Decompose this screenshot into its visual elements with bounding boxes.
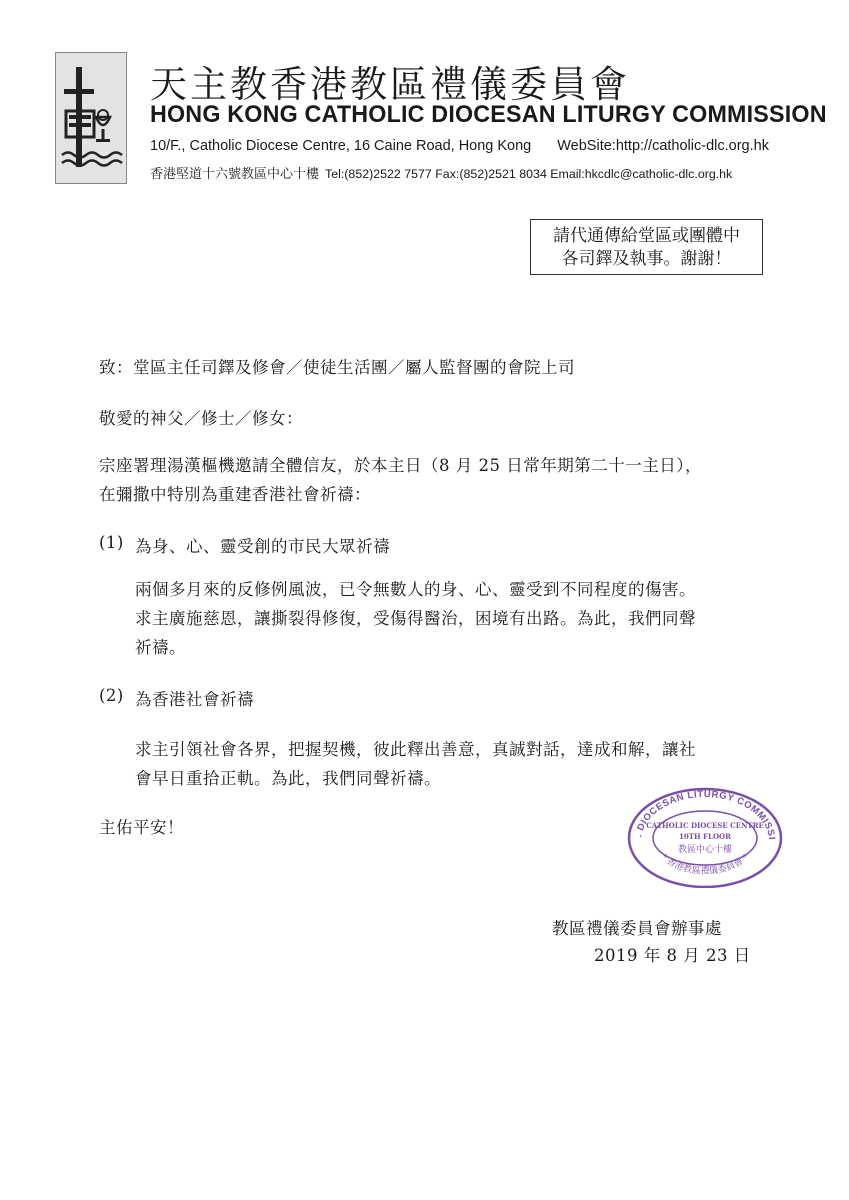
intro-line-1: 宗座署理湯漢樞機邀請全體信友，於本主日（8 月 25 日常年期第二十一主日）， xyxy=(99,456,702,475)
address-line-zh xyxy=(150,163,732,182)
recipient-line: 致：堂區主任司鐸及修會／使徒生活團／屬人監督團的會院上司 xyxy=(99,358,575,377)
item-1-paragraph xyxy=(135,575,696,662)
item-2-line-1: 求主引領社會各界，把握契機，彼此釋出善意，真誠對話，達成和解，讓社 xyxy=(135,740,696,759)
org-name-en: HONG KONG CATHOLIC DIOCESAN LITURGY COMMISSION xyxy=(150,101,827,128)
org-name-zh: 天主教香港教區禮儀委員會 xyxy=(150,64,630,105)
notice-line-2: 各司鐸及執事。謝謝！ xyxy=(561,249,732,268)
website-link[interactable]: WebSite:http://catholic-dlc.org.hk xyxy=(557,138,769,154)
svg-text:CATHOLIC DIOCESE CENTRE: CATHOLIC DIOCESE CENTRE xyxy=(646,821,764,830)
svg-text:10TH FLOOR: 10TH FLOOR xyxy=(679,832,731,841)
item-2-paragraph xyxy=(135,735,696,793)
seal-stamp-icon xyxy=(625,783,785,888)
cross-chalice-icon xyxy=(56,53,126,183)
item-1-line-2: 求主廣施慈恩，讓撕裂得修復，受傷得醫治，困境有出路。為此，我們同聲 xyxy=(135,609,696,628)
commission-seal xyxy=(625,783,785,888)
notice-line-1: 請代通傳給堂區或團體中 xyxy=(553,226,740,245)
contact-info: Tel:(852)2522 7577 Fax:(852)2521 8034 Email:hkcdlc@catholic-dlc.org.hk xyxy=(325,167,733,181)
notice-box xyxy=(530,219,763,275)
item-1-line-3: 祈禱。 xyxy=(135,638,186,657)
item-2-line-2: 會早日重拾正軌。為此，我們同聲祈禱。 xyxy=(135,769,441,788)
intro-paragraph xyxy=(99,451,702,509)
svg-text:教區中心十樓: 教區中心十樓 xyxy=(677,845,733,855)
item-1-number: (1) xyxy=(99,533,124,552)
item-2-title: 為香港社會祈禱 xyxy=(135,690,254,709)
address-en: 10/F., Catholic Diocese Centre, 16 Caine Road, Hong Kong xyxy=(150,138,532,154)
address-zh: 香港堅道十六號教區中心十樓 xyxy=(150,166,320,181)
svg-text:H.K. DIOCESAN LITURGY COMMISSI: . DIOCESAN LITURGY COMMISSI xyxy=(633,788,778,841)
item-2-number: (2) xyxy=(99,686,124,705)
salutation: 敬愛的神父／修士／修女： xyxy=(99,409,303,428)
svg-text:* 香港教區禮儀委員會 *: * 香港教區禮儀委員會 * xyxy=(658,852,752,877)
item-1-line-1: 兩個多月來的反修例風波，已令無數人的身、心、靈受到不同程度的傷害。 xyxy=(135,580,696,599)
signature: 教區禮儀委員會辦事處 xyxy=(552,919,722,938)
letter-date: 2019 年 8 月 23 日 xyxy=(594,946,751,965)
intro-line-2: 在彌撒中特別為重建香港社會祈禱： xyxy=(99,485,371,504)
commission-logo xyxy=(55,52,127,184)
item-1-title: 為身、心、靈受創的市民大眾祈禱 xyxy=(135,537,390,556)
address-line-en xyxy=(150,138,769,154)
closing: 主佑平安！ xyxy=(99,818,184,837)
